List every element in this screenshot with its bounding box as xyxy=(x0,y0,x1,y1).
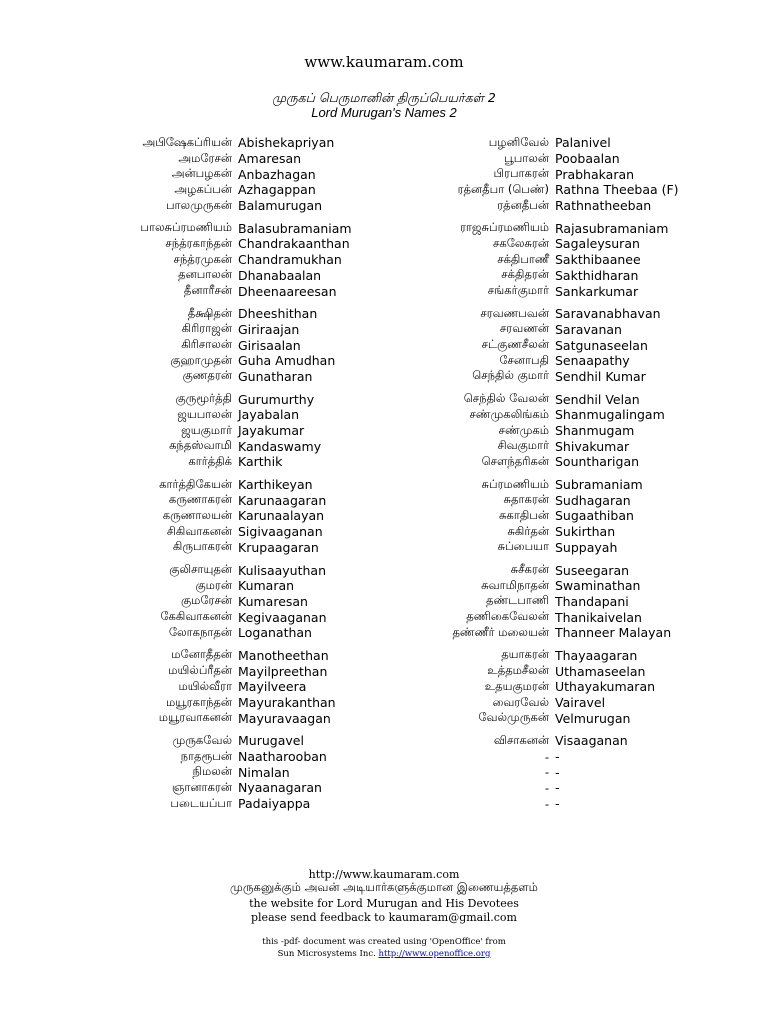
name-group xyxy=(0,648,352,726)
name-row xyxy=(384,663,679,679)
name-group xyxy=(0,391,352,469)
name-row xyxy=(0,796,352,812)
tamil-name: - xyxy=(544,780,549,795)
name-row xyxy=(384,562,679,578)
tamil-name: குருமூர்த்தி xyxy=(175,391,232,406)
tamil-name: பிரபாகரன் xyxy=(493,166,549,181)
name-row xyxy=(384,648,679,664)
name-row xyxy=(384,391,679,407)
english-name: Karunaalayan xyxy=(238,508,325,524)
footer-url: http://www.kaumaram.com xyxy=(308,868,460,881)
english-name: Murugavel xyxy=(238,733,304,749)
tamil-name: கந்தஸ்வாமி xyxy=(169,438,232,453)
name-row xyxy=(384,764,679,780)
name-row xyxy=(0,663,352,679)
name-row xyxy=(0,166,352,182)
english-name: Chandrakaanthan xyxy=(238,236,350,252)
name-group xyxy=(0,733,352,811)
tamil-name: விசாகனன் xyxy=(493,732,549,747)
tamil-name: சட்குணசீலன் xyxy=(481,337,549,352)
tamil-name: தனபாலன் xyxy=(178,267,232,282)
tamil-name: சரவணபவன் xyxy=(480,305,549,320)
name-row xyxy=(384,322,679,338)
tamil-name: சண்முகலிங்கம் xyxy=(469,406,549,421)
name-row xyxy=(0,252,352,268)
name-row xyxy=(384,369,679,385)
tamil-name: பழனிவேல் xyxy=(488,134,549,149)
english-name: Saravanabhavan xyxy=(555,306,661,322)
english-name: Sakthibaanee xyxy=(555,252,641,268)
english-name: Rathnatheeban xyxy=(555,198,652,214)
tamil-name: நிமலன் xyxy=(192,764,232,779)
tamil-name: கிரிராஜன் xyxy=(181,321,232,336)
tamil-name: படையப்பா xyxy=(170,795,232,810)
english-name: Abishekapriyan xyxy=(238,135,335,151)
tamil-name: கருணாகரன் xyxy=(168,492,232,507)
tamil-name: அன்பழகன் xyxy=(171,166,232,181)
english-name: Velmurugan xyxy=(555,710,631,726)
name-row xyxy=(384,796,679,812)
tamil-name: சுதாகரன் xyxy=(503,492,549,507)
english-name: Nimalan xyxy=(238,764,290,780)
footer-tamil-tagline: முருகனுக்கும் அவன் அடியார்களுக்குமான இணையத்தளம் xyxy=(230,880,538,894)
name-row xyxy=(0,749,352,765)
name-row xyxy=(384,477,679,493)
english-name: Gunatharan xyxy=(238,368,313,384)
tamil-name: தண்ணீர் மலையன் xyxy=(452,624,549,639)
english-name: Kumaran xyxy=(238,578,295,594)
name-row xyxy=(384,679,679,695)
name-row xyxy=(0,220,352,236)
name-row xyxy=(384,733,679,749)
english-name: Azhagappan xyxy=(238,182,316,198)
tamil-name: கார்த்திகேயன் xyxy=(159,476,232,491)
tamil-name: கார்த்திக் xyxy=(188,453,232,468)
name-row xyxy=(0,508,352,524)
name-row xyxy=(384,182,679,198)
english-name: Jayakumar xyxy=(238,423,305,439)
tamil-name: மனோதீதன் xyxy=(171,647,232,662)
name-group xyxy=(0,562,352,640)
name-group xyxy=(384,391,679,469)
english-name: Dheenaareesan xyxy=(238,283,337,299)
name-group xyxy=(0,306,352,384)
english-name: Kandaswamy xyxy=(238,438,322,454)
name-row xyxy=(0,322,352,338)
tamil-name: ரத்னதீபன் xyxy=(497,197,549,212)
tamil-name: சௌந்தரிகன் xyxy=(481,453,549,468)
tamil-name: ஜயகுமார் xyxy=(181,422,232,437)
name-row xyxy=(0,198,352,214)
english-name: Rajasubramaniam xyxy=(555,220,669,236)
tamil-name: - xyxy=(544,749,549,764)
name-row xyxy=(0,236,352,252)
tamil-name: சந்த்ரமுகன் xyxy=(173,251,232,266)
english-name: Karthikeyan xyxy=(238,477,313,493)
tamil-name: உத்தமசீலன் xyxy=(487,663,549,678)
english-name: Thanikaivelan xyxy=(555,609,642,625)
english-name: - xyxy=(555,780,560,796)
english-name: Sendhil Velan xyxy=(555,391,640,407)
english-name: Kumaresan xyxy=(238,593,308,609)
tamil-name: சக்திதரன் xyxy=(501,267,549,282)
footer-credit: this -pdf- document was created using 'OpenOffice' from xyxy=(262,937,506,947)
tamil-name: செந்தில் வேலன் xyxy=(463,391,549,406)
english-name: - xyxy=(555,764,560,780)
name-row xyxy=(0,369,352,385)
tamil-name: பாலசுப்ரமணியம் xyxy=(140,220,232,235)
english-name: Poobaalan xyxy=(555,151,620,167)
tamil-name: சிகிவாகனன் xyxy=(166,523,232,538)
tamil-name: செந்தில் குமார் xyxy=(472,368,549,383)
name-row xyxy=(384,454,679,470)
tamil-name: பூபாலன் xyxy=(504,150,549,165)
english-name: Nyaanagaran xyxy=(238,780,322,796)
english-name: Uthayakumaran xyxy=(555,679,656,695)
english-name: Mayilveera xyxy=(238,679,307,695)
english-name: Naatharooban xyxy=(238,749,327,765)
english-name: - xyxy=(555,796,560,812)
english-name: Satgunaseelan xyxy=(555,337,648,353)
name-row xyxy=(0,562,352,578)
tamil-name: சகலேசுரன் xyxy=(492,235,549,250)
english-name: Suseegaran xyxy=(555,562,630,578)
english-name: Manotheethan xyxy=(238,647,329,663)
name-row xyxy=(384,407,679,423)
name-row xyxy=(0,135,352,151)
name-row xyxy=(0,182,352,198)
english-name: Sendhil Kumar xyxy=(555,368,646,384)
names-column-right xyxy=(384,135,679,819)
english-name: Sagaleysuran xyxy=(555,236,640,252)
tamil-name: அமரேசன் xyxy=(178,150,232,165)
name-row xyxy=(384,198,679,214)
english-name: Sugaathiban xyxy=(555,508,634,524)
name-row xyxy=(0,151,352,167)
name-group xyxy=(384,220,679,298)
english-name: Shanmugam xyxy=(555,423,635,439)
name-row xyxy=(384,609,679,625)
tamil-name: - xyxy=(544,765,549,780)
name-row xyxy=(0,492,352,508)
english-name: Thanneer Malayan xyxy=(555,625,672,641)
name-row xyxy=(0,648,352,664)
tamil-name: மயூரவாகனன் xyxy=(158,710,232,725)
name-row xyxy=(384,236,679,252)
name-group xyxy=(0,220,352,298)
tamil-name: ஞானாகரன் xyxy=(172,779,232,794)
english-name: Sountharigan xyxy=(555,454,640,470)
english-name: Giriraajan xyxy=(238,321,300,337)
name-row xyxy=(384,252,679,268)
name-group xyxy=(0,135,352,213)
english-name: Senaapathy xyxy=(555,353,630,369)
english-name: Palanivel xyxy=(555,135,611,151)
english-name: Visaaganan xyxy=(555,733,628,749)
tamil-name: சுப்ரமணியம் xyxy=(481,476,549,491)
name-row xyxy=(384,594,679,610)
name-row xyxy=(384,353,679,369)
tamil-name: - xyxy=(544,796,549,811)
english-name: Sudhagaran xyxy=(555,492,631,508)
name-row xyxy=(384,438,679,454)
english-name: Swaminathan xyxy=(555,578,641,594)
english-name: Balamurugan xyxy=(238,198,323,214)
english-name: Saravanan xyxy=(555,321,622,337)
tamil-name: லோகநாதன் xyxy=(168,624,232,639)
english-name: Jayabalan xyxy=(238,407,300,423)
name-row xyxy=(384,283,679,299)
name-row xyxy=(384,710,679,726)
english-name: Amaresan xyxy=(238,151,302,167)
english-name: Thayaagaran xyxy=(555,647,638,663)
tamil-name: சுவாமிநாதன் xyxy=(481,577,549,592)
name-row xyxy=(0,268,352,284)
tamil-name: குஹாமுதன் xyxy=(170,352,232,367)
name-row xyxy=(0,423,352,439)
english-name: Shivakumar xyxy=(555,438,630,454)
name-row xyxy=(384,578,679,594)
english-name: Chandramukhan xyxy=(238,252,342,268)
name-row xyxy=(0,695,352,711)
name-row xyxy=(384,625,679,641)
tamil-name: தண்டபாணி xyxy=(486,593,549,608)
tamil-name: அழகப்பன் xyxy=(174,181,232,196)
tamil-name: கருணாலயன் xyxy=(162,507,232,522)
page-subtitle-tamil: முருகப் பெருமானின் திருப்பெயர்கள் 2 xyxy=(272,90,496,105)
tamil-name: சுகிர்தன் xyxy=(507,523,549,538)
english-name: Subramaniam xyxy=(555,477,643,493)
english-name: Mayilpreethan xyxy=(238,663,328,679)
openoffice-link[interactable]: http://www.openoffice.org xyxy=(378,949,491,959)
name-row xyxy=(0,407,352,423)
tamil-name: மயூரகாந்தன் xyxy=(166,694,232,709)
name-group xyxy=(0,477,352,555)
tamil-name: வைரவேல் xyxy=(492,694,549,709)
name-row xyxy=(0,609,352,625)
name-row xyxy=(0,594,352,610)
name-row xyxy=(0,337,352,353)
name-row xyxy=(0,625,352,641)
name-group xyxy=(384,733,679,811)
footer-tagline: the website for Lord Murugan and His Devotees xyxy=(249,897,519,910)
name-row xyxy=(0,477,352,493)
name-row xyxy=(384,337,679,353)
tamil-name: தணிகைவேலன் xyxy=(466,609,549,624)
english-name: Sukirthan xyxy=(555,524,616,540)
english-name: Prabhakaran xyxy=(555,166,635,182)
name-row xyxy=(0,679,352,695)
english-name: Guha Amudhan xyxy=(238,353,336,369)
english-name: Sakthidharan xyxy=(555,267,639,283)
tamil-name: தீனாரீசன் xyxy=(183,283,232,298)
english-name: Padaiyappa xyxy=(238,796,311,812)
tamil-name: ஜயபாலன் xyxy=(177,406,232,421)
english-name: Balasubramaniam xyxy=(238,220,352,236)
tamil-name: சங்கர்குமார் xyxy=(487,283,549,298)
tamil-name: அபிஷேகப்ரியன் xyxy=(142,134,232,149)
name-row xyxy=(0,780,352,796)
name-group xyxy=(384,648,679,726)
tamil-name: சண்முகம் xyxy=(498,422,549,437)
english-name: Rathna Theebaa (F) xyxy=(555,182,679,198)
tamil-name: கேகிவாகனன் xyxy=(160,609,232,624)
tamil-name: முருகவேல் xyxy=(172,732,232,747)
tamil-name: கிருபாகரன் xyxy=(172,539,232,554)
english-name: - xyxy=(555,749,560,765)
english-name: Karthik xyxy=(238,454,283,470)
name-row xyxy=(384,695,679,711)
name-row xyxy=(0,733,352,749)
english-name: Thandapani xyxy=(555,593,629,609)
english-name: Mayuravaagan xyxy=(238,710,331,726)
tamil-name: சரவணன் xyxy=(499,321,549,336)
name-row xyxy=(0,391,352,407)
name-row xyxy=(384,492,679,508)
english-name: Sankarkumar xyxy=(555,283,639,299)
name-row xyxy=(0,540,352,556)
english-name: Sigivaaganan xyxy=(238,524,323,540)
tamil-name: குலிசாயுதன் xyxy=(169,562,232,577)
name-row xyxy=(0,283,352,299)
name-group xyxy=(384,562,679,640)
tamil-name: உதயகுமரன் xyxy=(484,678,549,693)
tamil-name: குமரேசன் xyxy=(180,593,232,608)
tamil-name: சேனாபதி xyxy=(499,352,549,367)
english-name: Dheeshithan xyxy=(238,306,318,322)
name-row xyxy=(384,306,679,322)
tamil-name: சக்திபாணீ xyxy=(497,251,549,266)
name-row xyxy=(384,524,679,540)
page-subtitle-english: Lord Murugan's Names 2 xyxy=(311,105,457,120)
name-row xyxy=(0,764,352,780)
tamil-name: சந்த்ரகாந்தன் xyxy=(165,235,232,250)
tamil-name: குணதரன் xyxy=(182,368,232,383)
name-row xyxy=(384,423,679,439)
name-row xyxy=(0,578,352,594)
english-name: Shanmugalingam xyxy=(555,407,665,423)
english-name: Loganathan xyxy=(238,625,312,641)
name-row xyxy=(384,268,679,284)
name-row xyxy=(0,306,352,322)
name-row xyxy=(384,540,679,556)
name-row xyxy=(0,353,352,369)
footer-credit-company: Sun Microsystems Inc. xyxy=(277,949,379,959)
name-row xyxy=(0,524,352,540)
name-row xyxy=(384,151,679,167)
name-group xyxy=(384,477,679,555)
footer-feedback: please send feedback to kaumaram@gmail.com xyxy=(251,911,517,924)
tamil-name: தயாகரன் xyxy=(501,647,549,662)
english-name: Uthamaseelan xyxy=(555,663,646,679)
name-row xyxy=(384,220,679,236)
english-name: Dhanabaalan xyxy=(238,267,322,283)
name-row xyxy=(384,508,679,524)
english-name: Kegivaaganan xyxy=(238,609,327,625)
name-row xyxy=(384,749,679,765)
tamil-name: சுகாதிபன் xyxy=(499,507,549,522)
tamil-name: ரத்னதீபா (பெண்) xyxy=(457,181,549,196)
name-group xyxy=(384,306,679,384)
name-row xyxy=(0,710,352,726)
english-name: Kulisaayuthan xyxy=(238,562,327,578)
tamil-name: பாலமுருகன் xyxy=(165,197,232,212)
tamil-name: கிரிசாலன் xyxy=(181,337,232,352)
tamil-name: மயில்வீரா xyxy=(178,678,232,693)
tamil-name: சுப்பையா xyxy=(497,539,549,554)
english-name: Vairavel xyxy=(555,695,606,711)
tamil-name: மயில்ப்ரீதன் xyxy=(168,663,232,678)
name-row xyxy=(0,454,352,470)
name-row xyxy=(384,135,679,151)
name-row xyxy=(384,166,679,182)
tamil-name: ராஜசுப்ரமணியம் xyxy=(459,220,549,235)
tamil-name: குமரன் xyxy=(195,577,232,592)
name-row xyxy=(0,438,352,454)
footer-credit-line2 xyxy=(0,949,768,959)
site-title: www.kaumaram.com xyxy=(304,53,464,71)
english-name: Mayurakanthan xyxy=(238,695,336,711)
english-name: Karunaagaran xyxy=(238,492,327,508)
english-name: Suppayah xyxy=(555,539,618,555)
english-name: Krupaagaran xyxy=(238,539,319,555)
tamil-name: நாதரூபன் xyxy=(180,748,232,763)
tamil-name: தீக்ஷிதன் xyxy=(187,305,232,320)
english-name: Anbazhagan xyxy=(238,166,316,182)
tamil-name: சுசீகரன் xyxy=(510,562,549,577)
names-column-left xyxy=(0,135,352,819)
tamil-name: சிவகுமார் xyxy=(497,438,549,453)
name-group xyxy=(384,135,679,213)
tamil-name: வேல்முருகன் xyxy=(478,710,549,725)
english-name: Gurumurthy xyxy=(238,391,315,407)
english-name: Girisaalan xyxy=(238,337,301,353)
name-row xyxy=(384,780,679,796)
